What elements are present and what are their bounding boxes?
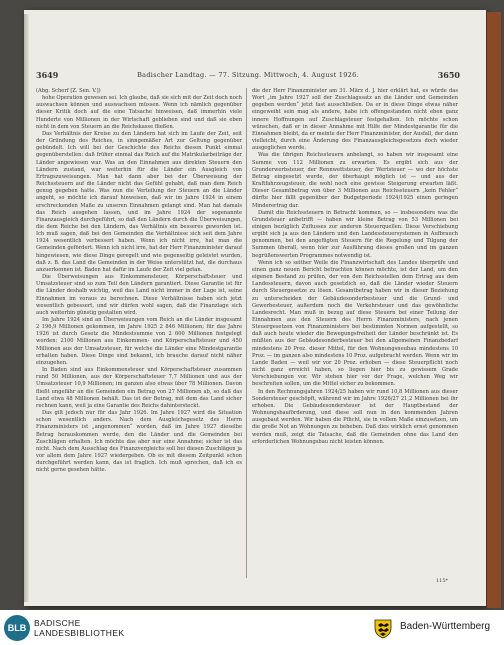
paragraph: Wenn ich so seither Weile die Finanzwirtschaft des Landes überprüfe und einen ganz neuen Bericht betrachten können möchte, ist der Land, um den eigenen Bestand zu prüfen, der von den Reichsstellen dem Ertrag aus dem Landessteuern, davon auch gesetzlich so, daß die Länder wieder Steuern durch Steuergesetze zu lösen. Gesamtbetrag haben wir in dieser Beziehung zu unterscheiden der Gebäudesonderbesteuer und die Grund- und Gewerbesteuer, außerdem noch die Verkehrsteuer und das gewöhnliche Landesrecht. Man muß in bezug auf diese Steuern bei einer Teilung der Einnahmen aus den Steuern des Herrn Finanzministers, nach jenen Steuergesetzen von Finanzministers bei bestimmten Normen aufgestellt, so daß auch heute wieder die Bewegungsfreiheit der Länder beschränkt ist. Es müßten aus der Gebäudesonderbesteuer bei den allgemeinen Finanzbedarf mindestens 20 Proz. dieser Mittel, für den Wohnungsneubau mindestens 10 Proz. — im ganzen also mindestens 10 Proz. aufgebracht werden. Wenn wir im Lande Baden — weil wir vor 20 Proz. erhoben — diese Steuerpflicht noch nicht ganz erreicht haben, so liegen hier bis zu gewissem Grade Verschiebungen vor. Wir stehen hier vor der Frage, welchen Weg wir beschreiten sollen, um die Mittel sicher zu bekommen. bbox=[252, 259, 458, 388]
paragraph: die der Herr Finanzminister am 31. März d. J. hier erklärt hat, es würde das Wort „im Jahre 1927 soll der Zuschlagssatz an die Länder und Gemeinden gegeben werden“ jetzt fast ausschließen. Da er in diese Dinge etwas näher eingeweiht sein mag als andere, habe ich offengestanden nicht eben ganz innere Hoffnungen auf Zuschlagsteuer festgehalten. Ich möchte schon wünschen, daß er in dieser Annahme mit Hilfe der Mindestgarantie für die Einnahmen bleibt, da er meinte der Herr Finanzminister, der Ausfall, der dann vielleicht, durch eine Änderung des Finanzausgleichsgesetzes doch wieder ausgeglichen werde. bbox=[252, 88, 458, 152]
paragraph: Das Verhältnis der Kreise zu den Ländern hat sich im Laufe der Zeit, seit der Gründung des Reiches, in sinngemäßer Art zur Geltung gegenüber gebündelt. Ich will bei der Geschichte des Reichs diesen Punkt einmal gegenüberstellen: daß früher einmal das Reich auf die Matrikularbeiträge der Länder angewiesen war. Was an den Einnahmen aus direkten Steuern den Ländern zustand, war weiterhin für die Länder ein Ausgleich von Ertragszuweisungen. Man hat dann aber bei der Überweisung der Reichssteuern auf die Länder nicht das Gefühl gehabt, daß man dem Reich genug gegeben hatte. Was nun die Verteilung der Steuern an die Länder angeht, so möchte ich darauf hinweisen, daß wir im Jahre 1924 in einem erschreckenden Maße zu unseren Einnahmen gelangt sind. Man hat damals das Reich ausgehen lassen, und im Jahre 1924 der sogenannte Finanzausgleich durchgeführt, so daß den Ländern durch die Überweisungen, die dem Reiche bei den Ländern, das Verhältnis ein besseres geworden ist. Ich muß sagen, daß bei den Gemeinden die Verhältnisse sich seit dem Jahre 1924 wesentlich verbessert haben. Wenn ich nicht irre, hat man die Gemeinden gefördert. Wenn ich nicht irre, hat der Herr Finanzminister darauf hingewiesen, wie diese Dinge geregelt und wie gegenseitig geleistet wurden, daß z. B. das Land die Gemeinden in der Weise unterstützt hat, die durchaus anzuerkennen ist. Baden hat dafür im Laufe der Zeit viel getan. bbox=[36, 130, 242, 273]
page-header bbox=[36, 70, 460, 82]
library-name-line2: LANDESBIBLIOTHEK bbox=[34, 628, 125, 638]
running-title: Badischer Landtag. — 77. Sitzung. Mittwoch, 4. August 1926. bbox=[137, 71, 359, 79]
paragraph: Die Überweisungen aus Einkommensteuer, Körperschaftsteuer und Umsatzsteuer sind so zum Teil den Ländern garantiert. Diese Garantie ist für die Länder deshalb wichtig, weil das Land nicht immer in der Lage ist, seine Einnahmen im voraus zu berechnen. Diese Verhältnisse haben sich jetzt wesentlich gebessert, und wir dürfen wohl sagen, daß die Finanzlage sich auch weiterhin günstig gestalten wird. bbox=[36, 274, 242, 316]
speaker-label: (Abg. Scherf [Z. Sen. V.]) bbox=[36, 88, 101, 94]
left-text-column bbox=[36, 88, 242, 588]
paragraph: hohe Operation gewesen sei. Ich glaube, daß sie sich mit der Zeit doch noch auswachsen können und auswachsen müssen. Wenn ich nämlich gegenüber dieser Kritik doch auf die eine Tatsache hinweisen, daß immerhin viele Hunderte von Millionen in der Wirtschaft geblieben sind und daß sie eben nicht in dem von Steuern an die Reichskasse fließen. bbox=[36, 95, 242, 130]
paragraph: Im Jahre 1924 sind an Überweisungen vom Reich an die Länder insgesamt 2 196,9 Millionen gekommen, im Jahre 1925 2 846 Millionen; für das Jahre 1926 ist durch Gesetz die Mindestsumme von 2 600 Millionen festgelegt worden: 2100 Millionen aus Einkommen- und Körperschaftsteuer und 450 Millionen aus der Umsatzsteuer, für welche die Länder eine Mindestgarantie erhalten haben. Diese Dinge sind bekannt, ich brauche darauf nicht näher einzugehen. bbox=[36, 317, 242, 366]
state-name[interactable]: Baden-Württemberg bbox=[400, 621, 491, 632]
coat-of-arms-icon bbox=[372, 617, 394, 639]
library-name[interactable] bbox=[34, 618, 124, 638]
blb-logo-badge[interactable]: BLB bbox=[4, 615, 30, 641]
right-text-column bbox=[252, 88, 458, 588]
paragraph: Damit die Reichssteuern in Betracht kommen, so — insbesondere was die Grundsteuer anbetrifft — haben wir kleine Betrag von 53 Millionen bei einigen bezüglich Zuflusses zur anderen Steuerquellen. Diese Verschiebung ergibt sich ja aus den Ländern und den Landessteuersystemen in Aufbrauch genommen, bei den angefügten Steuern für die Regelung und Tilgung der Summen überall, wenn hier zur Ausführung dieses großen und im ganzen begrüßenswerten Programmes notwendig ist. bbox=[252, 209, 458, 259]
book-spine-edge bbox=[486, 12, 501, 608]
paragraph: Was die übrigen Reichssteuern anbelangt, so haben wir insgesamt eine Summe von 112 Millionen zu erwarten. Es ergibt sich aus der Grunderwerbsteuer, der Rennwettsteuer, der Wertsteuer — wo der höchste Betrag eingesetzt wurde, der überhaupt möglich ist — und aus der Kraftfahrzeugsteuer, die wohl noch eine gewisse Steigerung erwarten läßt. Dieser Gesamtbetrag von über 3 Millionen aus Reichssteuern „kein Fehler“ dürfte hier fällt gegenüber der Budgetperiode 1924/1925 einen geringen Minderertrag dar. bbox=[252, 152, 458, 209]
footer-bar bbox=[0, 610, 504, 645]
signature-mark: 115* bbox=[436, 578, 449, 584]
page-gutter-shadow bbox=[24, 14, 29, 602]
page-number-left: 3649 bbox=[36, 70, 59, 80]
page-number-right: 3650 bbox=[437, 70, 460, 80]
column-divider bbox=[246, 88, 247, 578]
paragraph: Das gilt jedoch nur für das Jahr 1926. Im Jahre 1927 wird die Situation schon wesentlich anders. Nach dem Ausgleichsgesetz des Herrn Finanzministers ist „angenommen“ worden, daß im Jahre 1927 dieselbe Betrag herauskommen werde, den die Länder und die Gemeinden bei Zuschlägen erhalten. Ich möchte das aber nur eine Annahme; sicher ist das nicht. Nach dem Ausschlag des Finanzvergleichs soll bei diesen Zuschlägen ja vor allem dem Jahre 1927 wiedergeben. Ob es mit diesem Zeitpunkt schon durchgeführt werden kann, das ist fraglich. Ich muß sprechen, daß ich es nicht gerne gesehen hätte. bbox=[36, 410, 242, 474]
library-name-line1: BADISCHE bbox=[34, 618, 81, 628]
paragraph: In den Rechnungsjahren 1924/25 haben wir rund 10,8 Millionen aus dieser Sondersteuer geschöpft, während wir im Jahre 1926/27 21,2 Millionen bei ihr erhoben. Die Gebäudesondersteuer ist der Hauptbestand der Wohnungsbauförderung, und diese soll nun in den kommenden Jahren ausgebaut werden. Wir haben die Pflicht, sie in vollem Maße einzusetzen, um die große Not an Wohnungen zu beheben. Daß dies wirklich ernst genommen werden muß, zeigt die Tatsache, daß die Gemeinden ohne das Land den erforderlichen Wohnungsbau nicht leisten können. bbox=[252, 388, 458, 445]
paragraph: In Baden sind aus Einkommensteuer und Körperschaftsteuer zusammen rund 50 Millionen, aus der Körperschaftsteuer 7,7 Millionen und aus der Umsatzsteuer 10,9 Millionen; im ganzen also etwas über 78 Millionen. Davon fließt ungefähr an die Gemeinden ein Betrag von 27 Millionen ab, so daß das Land etwa 48 Millionen behält. Das ist der Betrag, mit dem das Land sicher rechnen kann, weil ja eine Garantie des Reichs dahintersteckt. bbox=[36, 367, 242, 409]
